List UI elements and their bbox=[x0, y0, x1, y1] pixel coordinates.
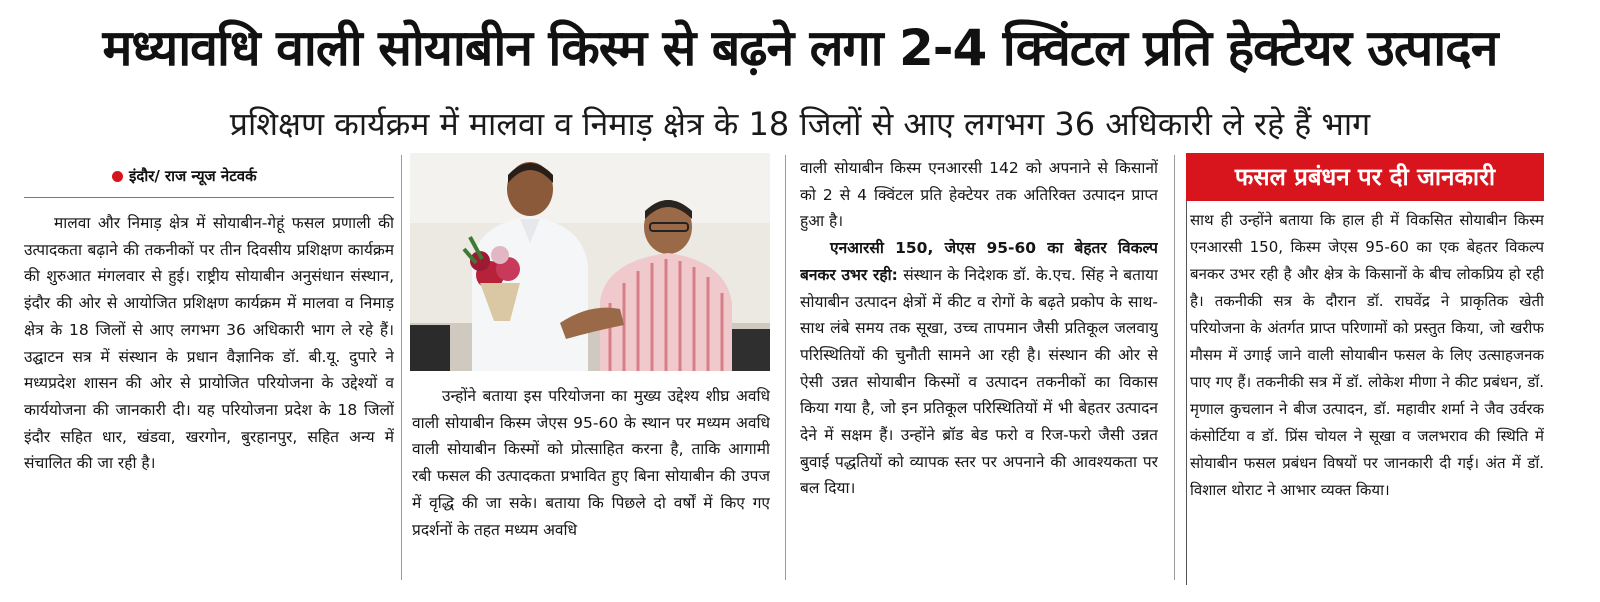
column3-top-text: वाली सोयाबीन किस्म एनआरसी 142 को अपनाने से किसानों को 2 से 4 क्विंटल प्रति हेक्टेयर तक अतिरिक्त उत्पादन प्राप्त हुआ है। bbox=[800, 159, 1158, 231]
column3-subhead: एनआरसी 150, जेएस 95-60 का बेहतर विकल्प बनकर उभर रही: bbox=[800, 239, 1158, 284]
column2-text: उन्होंने बताया इस परियोजना का मुख्य उद्देश्य शीघ्र अवधि वाली सोयाबीन किस्म जेएस 95-60 के स्थान पर मध्यम अवधि वाली सोयाबीन किस्मों को प्रोत्साहित करना है, ताकि आगामी रबी फसल की उत्पादकता प्रभावित हुए बिना सोयाबीन की उपज में वृद्धि की जा सके। बताया कि पिछले दो वर्षों में किए गए प्रदर्शनों के तहत मध्यम अवधि bbox=[412, 387, 770, 539]
column-divider bbox=[401, 155, 402, 580]
column-divider bbox=[785, 155, 786, 580]
photo-illustration bbox=[410, 153, 770, 371]
subheadline: प्रशिक्षण कार्यक्रम में मालवा व निमाड़ क्षेत्र के 18 जिलों से आए लगभग 36 अधिकारी ले रहे हैं भाग bbox=[229, 105, 1371, 143]
sidebar-body bbox=[1190, 207, 1544, 587]
bullet-dot-icon bbox=[112, 171, 123, 182]
column1-text: मालवा और निमाड़ क्षेत्र में सोयाबीन-गेहूं फसल प्रणाली की उत्पादकता बढ़ाने की तकनीकों पर तीन दिवसीय प्रशिक्षण कार्यक्रम की शुरुआत मंगलवार से हुई। राष्ट्रीय सोयाबीन अनुसंधान संस्थान, इंदौर की ओर से आयोजित प्रशिक्षण कार्यक्रम में मालवा व निमाड़ क्षेत्र के 18 जिलों से आए लगभग 36 अधिकारी भाग ले रहे हैं। उद्घाटन सत्र में संस्थान के प्रधान वैज्ञानिक डॉ. बी.यू. दुपारे ने मध्यप्रदेश शासन की ओर से प्रायोजित परियोजना के उद्देश्यों व कार्ययोजना की जानकारी दी। यह परियोजना प्रदेश के 18 जिलों इंदौर सहित धार, खंडवा, खरगोन, बुरहानपुर, सहित अन्य में संचालित की जा रही है। bbox=[24, 214, 394, 473]
article-column-2 bbox=[412, 383, 770, 583]
column3-paragraph bbox=[800, 235, 1158, 502]
byline-divider bbox=[24, 197, 394, 198]
byline bbox=[112, 164, 257, 188]
sidebar-left-rule bbox=[1186, 201, 1187, 585]
sidebar-body-text: साथ ही उन्होंने बताया कि हाल ही में विकसित सोयाबीन किस्म एनआरसी 150, किस्म जेएस 95-60 का एक बेहतर विकल्प बनकर उभर रही है और क्षेत्र के किसानों के बीच लोकप्रिय हो रही है। तकनीकी सत्र के दौरान डॉ. राघवेंद्र ने प्राकृतिक खेती परियोजना के अंतर्गत प्राप्त परिणामों को प्रस्तुत किया, जो खरीफ मौसम में उगाई जाने वाली सोयाबीन फसल के लिए उत्साहजनक पाए गए हैं। तकनीकी सत्र में डॉ. लोकेश मीणा ने कीट प्रबंधन, डॉ. मृणाल कुचलान ने बीज उत्पादन, डॉ. महावीर शर्मा ने जैव उर्वरक कंसोर्टिया व डॉ. प्रिंस चोयल ने सूखा व जलभराव की स्थिति में सोयाबीन फसल प्रबंधन विषयों पर जानकारी दी गई। अंत में डॉ. विशाल थोराट ने आभार व्यक्त किया। bbox=[1190, 211, 1544, 499]
sidebar-heading: फसल प्रबंधन पर दी जानकारी bbox=[1186, 153, 1544, 201]
article-column-1 bbox=[24, 210, 394, 585]
article-column-3 bbox=[800, 155, 1158, 585]
column-divider bbox=[1174, 155, 1175, 580]
column3-body-text: संस्थान के निदेशक डॉ. के.एच. सिंह ने बताया सोयाबीन उत्पादन क्षेत्रों में कीट व रोगों के बढ़ते प्रकोप के साथ-साथ लंबे समय तक सूखा, उच्च तापमान जैसी प्रतिकूल जलवायु परिस्थितियों की चुनौती सामने आ रही है। संस्थान की ओर से ऐसी उन्नत सोयाबीन किस्मों व उत्पादन तकनीकों का विकास किया गया है, जो इन प्रतिकूल परिस्थितियों में भी बेहतर उत्पादन देने में सक्षम हैं। उन्होंने ब्रॉड बेड फरो व रिज-फरो जैसी उन्नत बुवाई पद्धतियों को व्यापक स्तर पर अपनाने की आवश्यकता पर बल दिया। bbox=[800, 265, 1158, 498]
news-photo bbox=[410, 153, 770, 371]
byline-text: इंदौर/ राज न्यूज नेटवर्क bbox=[129, 167, 257, 185]
headline: मध्यावधि वाली सोयाबीन किस्म से बढ़ने लगा 2-4 क्विंटल प्रति हेक्टेयर उत्पादन bbox=[102, 19, 1498, 77]
